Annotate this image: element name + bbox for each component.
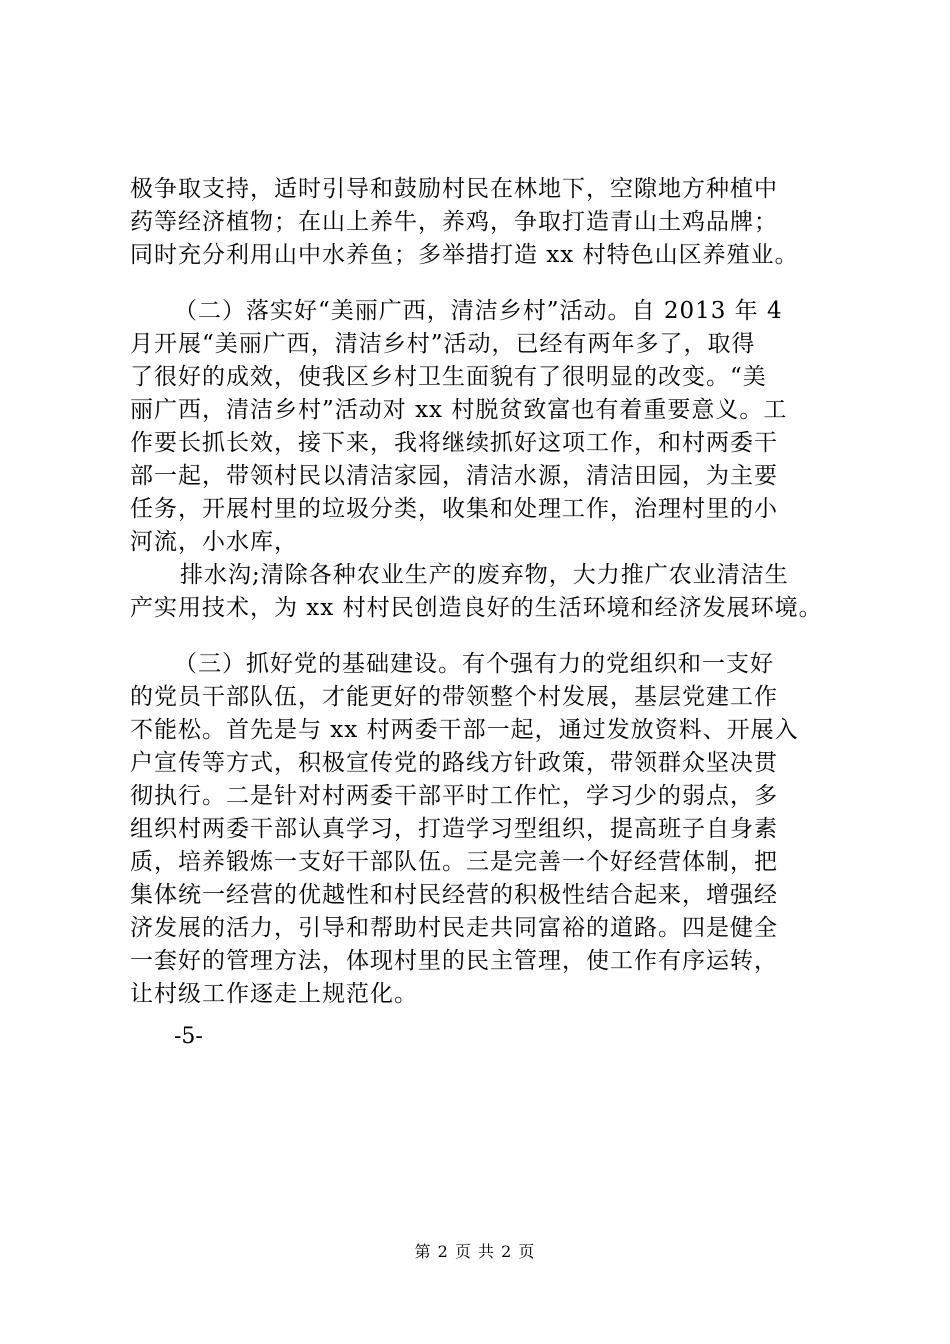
text-line: 河流，小水库， [130, 529, 298, 555]
text-line: 质，培养锻炼一支好干部队伍。三是完善一个好经营体制，把 [130, 849, 778, 875]
text-line: 同时充分利用山中水养鱼；多举措打造 xx 村特色山区养殖业。 [130, 242, 799, 268]
page-number-mark: -5- [174, 1024, 203, 1049]
text-line: 产实用技术，为 xx 村村民创造良好的生活环境和经济发展环境。 [130, 595, 823, 621]
text-line: 了很好的成效，使我区乡村卫生面貌有了很明显的改变。“美 [130, 364, 767, 390]
text-line: 组织村两委干部认真学习，打造学习型组织，提高班子自身素 [130, 816, 778, 842]
text-line: 极争取支持，适时引导和鼓励村民在林地下，空隙地方种植中 [130, 176, 778, 202]
text-line: 作要长抓长效，接下来，我将继续抓好这项工作，和村两委干 [130, 430, 778, 456]
text-line: 的党员干部队伍，才能更好的带领整个村发展，基层党建工作 [130, 684, 778, 710]
text-line: 丽广西，清洁乡村”活动对 xx 村脱贫致富也有着重要意义。工 [130, 397, 788, 423]
text-line: 让村级工作逐走上规范化。 [130, 981, 418, 1007]
text-line: 户宣传等方式，积极宣传党的路线方针政策，带领群众坚决贯 [130, 750, 778, 776]
text-line: 部一起，带领村民以清洁家园，清洁水源，清洁田园，为主要 [130, 463, 778, 489]
paragraph-heading-2: （二）落实好“美丽广西，清洁乡村”活动。自 2013 年 4 [174, 298, 783, 324]
text-line: 任务，开展村里的垃圾分类，收集和处理工作，治理村里的小 [130, 496, 778, 522]
text-line: 彻执行。二是针对村两委干部平时工作忙，学习少的弱点，多 [130, 783, 778, 809]
page-footer: 第 2 页 共 2 页 [414, 1242, 536, 1261]
text-line: 一套好的管理方法，体现村里的民主管理，使工作有序运转， [130, 948, 778, 974]
text-line: 集体统一经营的优越性和村民经营的积极性结合起来，增强经 [130, 882, 778, 908]
text-line: 不能松。首先是与 xx 村两委干部一起，通过发放资料、开展入 [130, 717, 799, 743]
text-line: 排水沟;清除各种农业生产的废弃物，大力推广农业清洁生 [180, 562, 789, 588]
text-line: 济发展的活力，引导和帮助村民走共同富裕的道路。四是健全 [130, 915, 778, 941]
text-line: 药等经济植物；在山上养牛，养鸡，争取打造青山土鸡品牌； [130, 209, 778, 235]
text-line: 月开展“美丽广西，清洁乡村”活动，已经有两年多了，取得 [130, 331, 756, 357]
paragraph-heading-3: （三）抓好党的基础建设。有个强有力的党组织和一支好 [174, 651, 774, 677]
